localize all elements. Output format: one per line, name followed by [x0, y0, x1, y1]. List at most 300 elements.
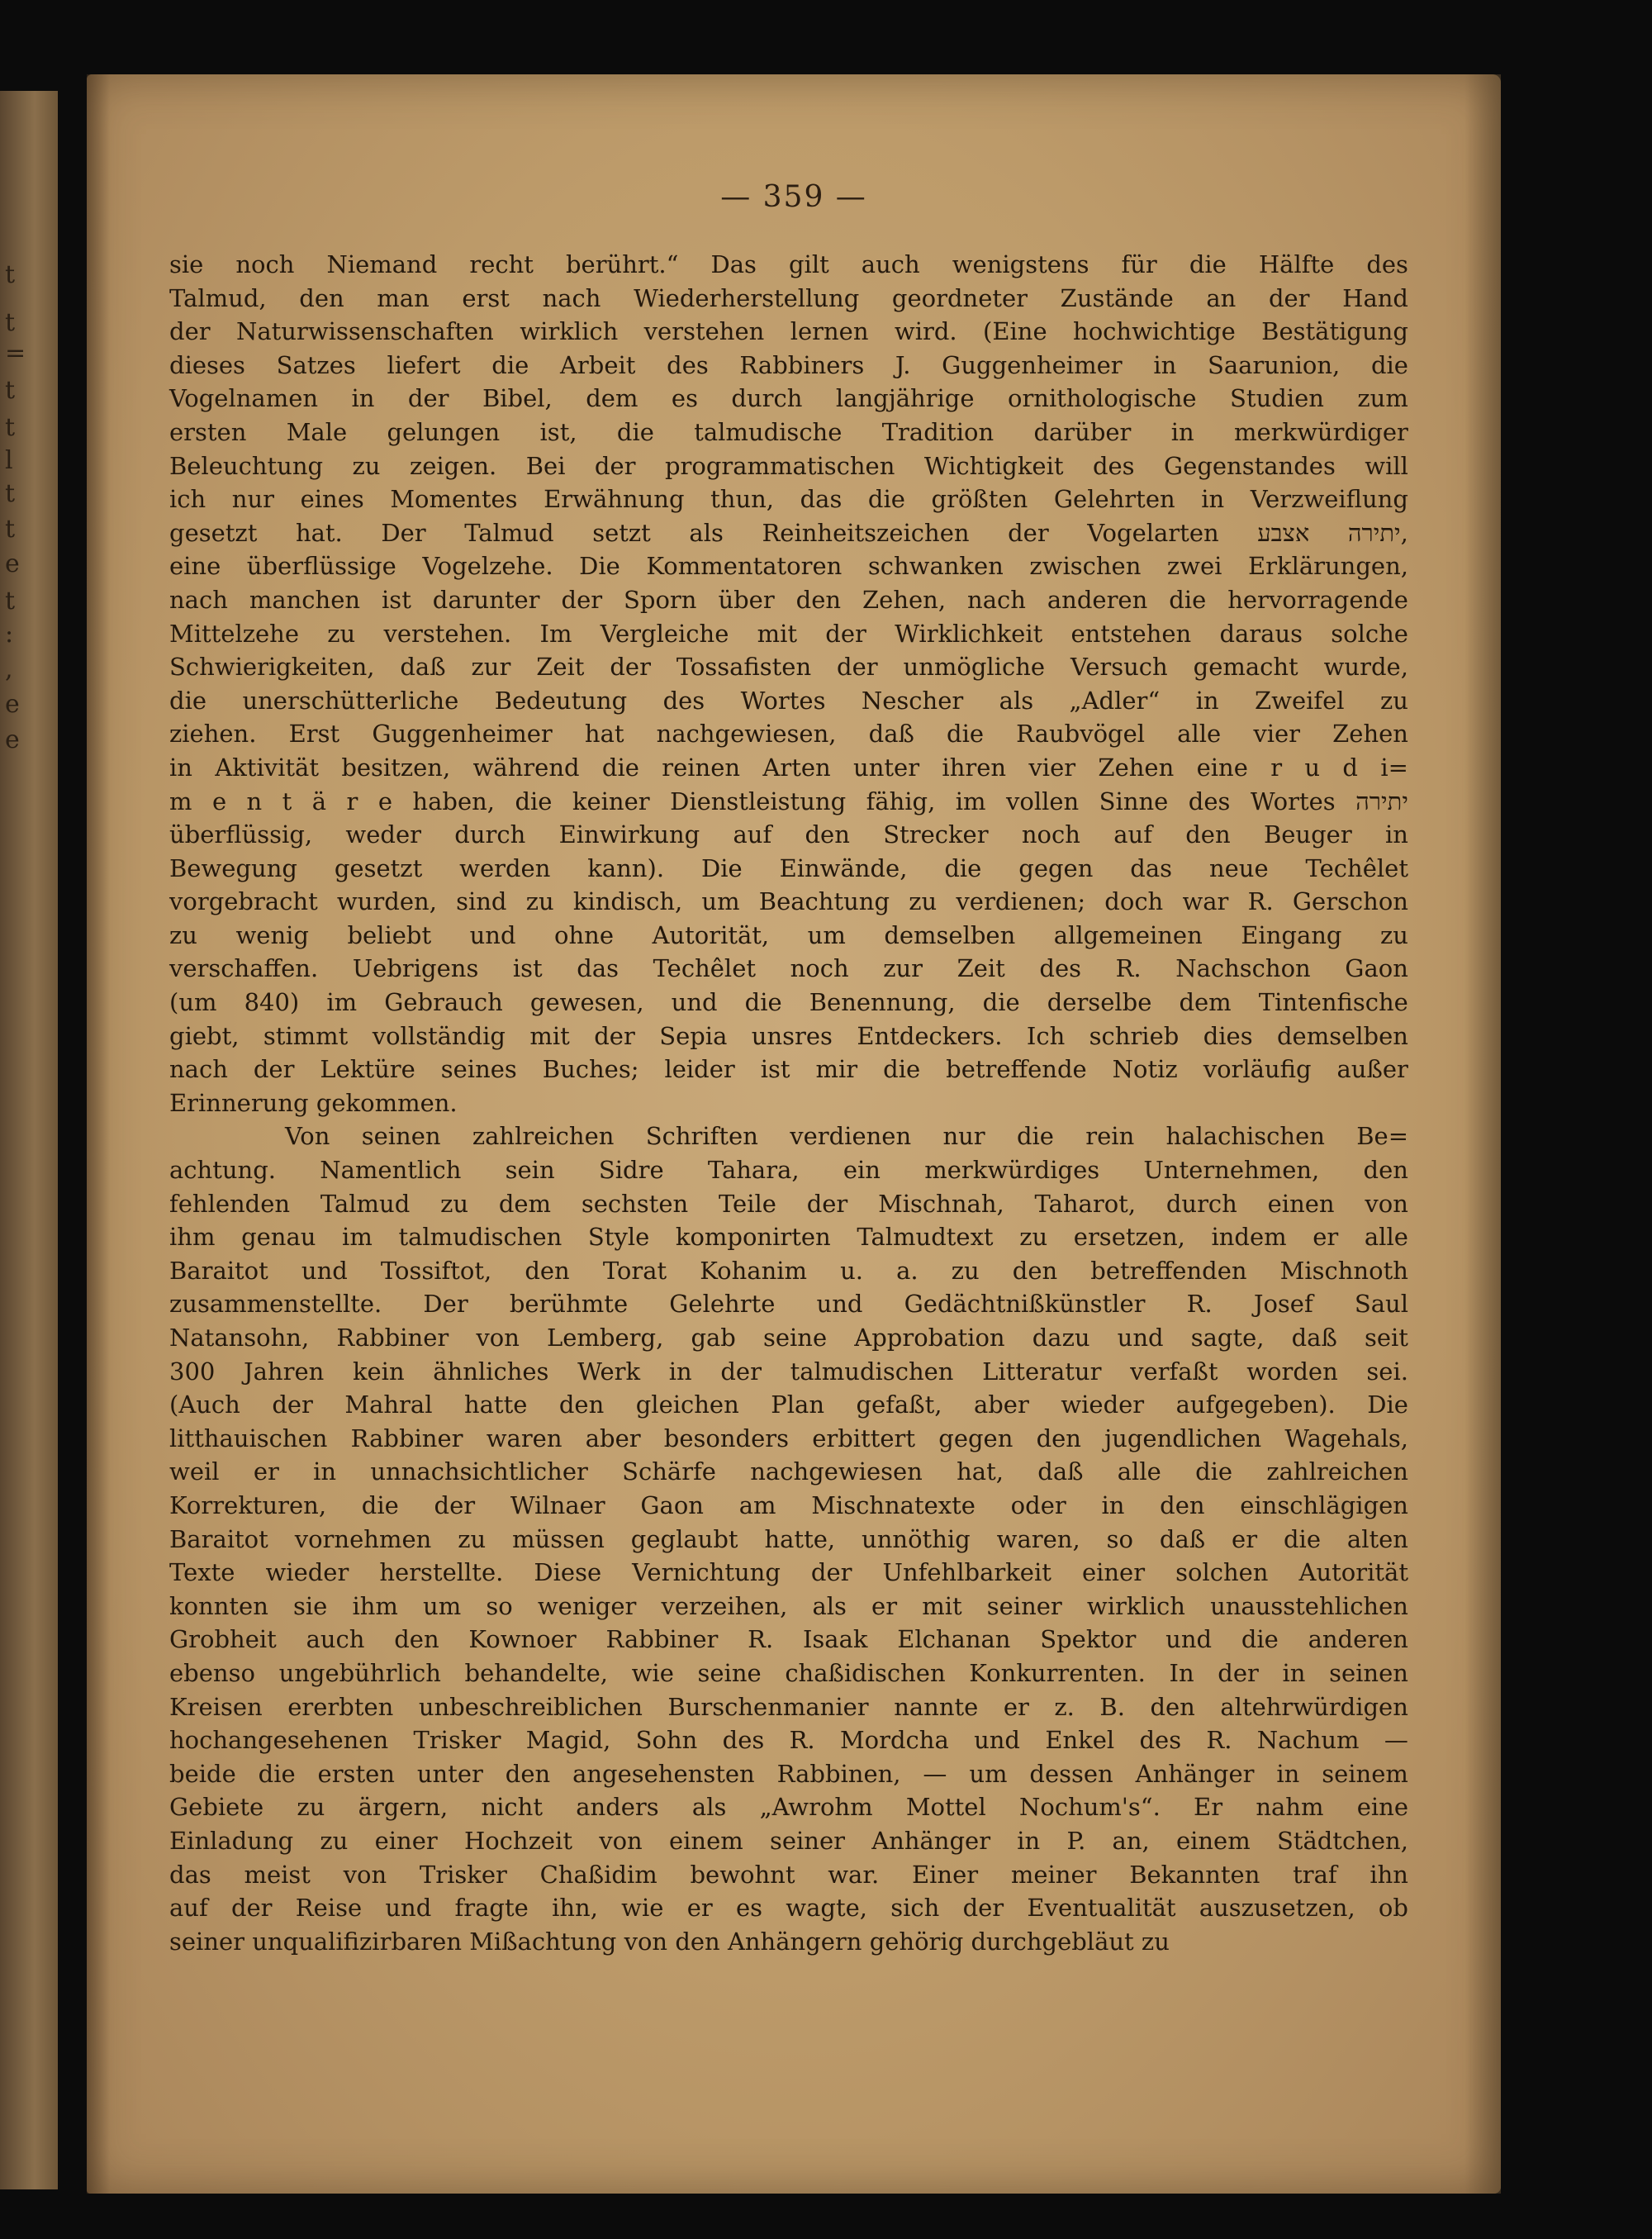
word: nannte	[894, 1692, 979, 1721]
word: talmudischen	[398, 1223, 563, 1252]
word: der	[720, 1357, 762, 1386]
word: zur	[471, 653, 511, 682]
word: Autorität	[1298, 1558, 1408, 1587]
margin-letter: e	[5, 725, 20, 754]
word: werden	[459, 853, 551, 882]
word: Be=	[1356, 1122, 1408, 1151]
word: den	[299, 283, 344, 312]
word: Vergleiche	[600, 619, 729, 648]
word: Saul	[1354, 1290, 1408, 1319]
word: merkwürdiges	[924, 1156, 1100, 1185]
text-line	[169, 818, 1408, 852]
word: Das	[710, 250, 757, 278]
word: eine	[1196, 753, 1248, 782]
word: „Awrohm	[759, 1793, 873, 1822]
word: Vogelarten	[1087, 518, 1219, 547]
word: unter	[416, 1759, 483, 1788]
word: Trisker	[419, 1860, 507, 1889]
word: nahm	[1256, 1793, 1324, 1822]
word: Schwierigkeiten,	[169, 653, 375, 682]
word: Grobheit	[169, 1625, 277, 1654]
word: Bekannten	[1129, 1860, 1260, 1889]
word: geordneter	[891, 283, 1028, 312]
text-line	[169, 1422, 1408, 1456]
word: Chaßidim	[539, 1860, 657, 1889]
word: wagte,	[786, 1894, 867, 1923]
text-line	[169, 1723, 1408, 1757]
word: sich	[890, 1894, 940, 1923]
word: Jahren	[244, 1357, 325, 1386]
word: der	[434, 1490, 476, 1519]
word: i=	[1380, 753, 1408, 782]
word: gekommen.	[316, 1088, 458, 1117]
word: den	[1036, 1424, 1081, 1452]
word: ebenso	[169, 1658, 255, 1687]
word: zu	[297, 1793, 325, 1822]
word: die	[1241, 1625, 1279, 1654]
word: liefert	[387, 350, 461, 379]
word: in	[1195, 686, 1219, 715]
word: Der	[381, 518, 426, 547]
page-number: — 359 —	[720, 180, 867, 214]
word: Konkurrenten.	[969, 1658, 1146, 1687]
word: wurde,	[1323, 653, 1408, 682]
word: er	[1003, 1692, 1029, 1721]
text-line	[169, 1690, 1408, 1724]
word: der	[169, 317, 211, 346]
word: am	[738, 1490, 776, 1519]
text-line	[169, 1925, 1408, 1959]
word: zu	[352, 451, 381, 480]
word: Buches;	[542, 1055, 639, 1084]
word: m	[169, 787, 192, 815]
word: auszusetzen,	[1199, 1894, 1355, 1923]
word: Zehen,	[862, 585, 947, 614]
text-line	[169, 986, 1408, 1020]
word: Sidre	[598, 1156, 664, 1185]
word: Wiederherstellung	[634, 283, 860, 312]
word: in	[313, 1457, 337, 1486]
word: Tradition	[881, 417, 995, 446]
word: und	[385, 1894, 432, 1923]
word: t	[282, 787, 292, 815]
word: unnöthig	[862, 1524, 971, 1553]
word: behandelte,	[464, 1658, 608, 1687]
text-line	[169, 952, 1408, 986]
text-line	[169, 1287, 1408, 1321]
word: das	[169, 1860, 211, 1889]
word: kein	[352, 1357, 405, 1386]
word: unbeschreiblichen	[418, 1692, 643, 1721]
word: gelungen	[387, 417, 501, 446]
text-line	[169, 1388, 1408, 1422]
word: Techêlet	[1305, 853, 1408, 882]
word: Male	[286, 417, 348, 446]
word: eines	[300, 485, 364, 514]
word: halachischen	[1165, 1122, 1325, 1151]
word: P.	[1066, 1826, 1086, 1855]
word: in	[1384, 820, 1408, 849]
word: sei.	[1366, 1357, 1408, 1386]
word: der	[962, 1894, 1004, 1923]
word: nicht	[481, 1793, 543, 1822]
word: Gelehrten	[1053, 485, 1175, 514]
word: auch	[306, 1625, 365, 1654]
word: auf	[169, 1894, 208, 1923]
word: verfaßt	[1130, 1357, 1218, 1386]
word: seine	[762, 1324, 828, 1352]
word: dem	[586, 384, 638, 413]
text-line	[169, 449, 1408, 483]
text-line	[169, 282, 1408, 316]
text-line	[169, 516, 1408, 550]
text-line	[169, 1120, 1408, 1153]
word: Korrekturen,	[169, 1490, 327, 1519]
word: Gebrauch	[384, 988, 503, 1017]
word: Wilnaer	[510, 1490, 605, 1519]
word: den	[558, 1390, 605, 1419]
word: im	[342, 1223, 373, 1252]
word: Strecker	[883, 820, 989, 849]
word: Von	[285, 1122, 330, 1151]
word: zu	[458, 1524, 487, 1553]
word: hat	[584, 720, 624, 749]
word: den	[1012, 1256, 1058, 1285]
word: alle	[1177, 720, 1222, 749]
word: Baraitot	[169, 1256, 268, 1285]
text-line	[169, 1086, 1408, 1120]
word: die	[1195, 1457, 1233, 1486]
word: die	[515, 787, 553, 815]
word: die	[169, 686, 207, 715]
word: zu	[1019, 1223, 1048, 1252]
word: Namentlich	[320, 1156, 462, 1185]
text-line	[169, 315, 1408, 349]
margin-letter: e	[5, 549, 20, 578]
word: —	[923, 1759, 947, 1788]
word: Litteratur	[982, 1357, 1102, 1386]
margin-letter: t	[5, 376, 16, 405]
word: die	[258, 1759, 296, 1788]
word: Anhänger	[1135, 1759, 1255, 1788]
word: Die	[1367, 1390, 1408, 1419]
word: Vogelnamen	[169, 384, 319, 413]
word: dessen	[1029, 1759, 1113, 1788]
word: dieses	[169, 350, 245, 379]
word: Erst	[288, 720, 340, 749]
margin-letter: t	[5, 260, 16, 289]
word: Rabbiner	[350, 1424, 463, 1452]
word: Aktivität	[215, 753, 319, 782]
word: man	[377, 283, 430, 312]
word: noch	[1021, 820, 1080, 849]
word: der	[230, 1894, 273, 1923]
word: der	[253, 1055, 295, 1084]
word: auf	[733, 820, 772, 849]
word: anderen	[1047, 585, 1148, 614]
word: reinen	[662, 753, 741, 782]
word: an,	[1112, 1826, 1150, 1855]
word: neue	[1208, 853, 1269, 882]
word: seines	[440, 1055, 517, 1084]
word: Taharot,	[1034, 1189, 1137, 1218]
word: Talmudtext	[857, 1223, 994, 1252]
word: um	[807, 920, 846, 949]
word: sechsten	[581, 1189, 689, 1218]
word: 840)	[244, 988, 300, 1017]
word: Bibel,	[482, 384, 553, 413]
word: R.	[748, 1625, 774, 1654]
word: verstehen	[643, 317, 765, 346]
word: zwei	[1166, 552, 1222, 581]
text-line	[169, 1891, 1408, 1925]
word: z.	[1054, 1692, 1075, 1721]
word: e	[377, 787, 392, 815]
text-line	[169, 1790, 1408, 1824]
word: hervorragende	[1227, 585, 1408, 614]
word: seiner	[769, 1826, 845, 1855]
word: seiner	[986, 1591, 1062, 1620]
word: ähnliches	[433, 1357, 549, 1386]
word: Schriften	[645, 1122, 758, 1151]
text-line	[169, 1824, 1408, 1858]
word: eine	[169, 552, 221, 581]
word: hochangesehenen	[169, 1726, 389, 1755]
word: außer	[1336, 1055, 1408, 1084]
word: genau	[241, 1223, 316, 1252]
word: achtung.	[169, 1156, 276, 1185]
word: er	[871, 1591, 898, 1620]
margin-letter: t	[5, 587, 16, 616]
word: Style	[587, 1223, 650, 1252]
word: recht	[469, 250, 534, 278]
word: den	[675, 1927, 728, 1956]
word: Anhänger	[871, 1826, 991, 1855]
word: Reise	[295, 1894, 363, 1923]
word: R.	[1247, 887, 1274, 916]
word: gewesen,	[529, 988, 644, 1017]
word: wirklich	[520, 317, 619, 346]
word: und	[469, 920, 516, 949]
text-line	[169, 1321, 1408, 1355]
word: e	[211, 787, 227, 815]
page-edge-shadow	[1464, 74, 1501, 2194]
word: der	[594, 1021, 635, 1050]
word: R.	[789, 1726, 815, 1755]
word: Mißachtung	[469, 1927, 624, 1956]
word: dem	[1179, 988, 1232, 1017]
word: noch	[790, 954, 849, 983]
word: ungebührlich	[278, 1658, 441, 1687]
text-line	[169, 416, 1408, 449]
word: sie	[169, 250, 204, 278]
text-line	[169, 1187, 1408, 1221]
word: mit	[529, 1021, 570, 1050]
word: hatte	[463, 1390, 528, 1419]
word: Mordcha	[839, 1726, 949, 1755]
word: und	[301, 1256, 348, 1285]
word: Nescher	[861, 686, 964, 715]
word: der	[1218, 1658, 1259, 1687]
word: Gebiete	[169, 1793, 264, 1822]
word: darüber	[1033, 417, 1132, 446]
word: programmatischen	[664, 451, 895, 480]
word: er	[253, 1457, 279, 1486]
word: merkwürdiger	[1234, 417, 1408, 446]
word: lernen	[790, 317, 869, 346]
word: Studien	[1230, 384, 1324, 413]
word: in	[1170, 417, 1194, 446]
word: konnten	[169, 1591, 268, 1620]
word: verstehen.	[383, 619, 512, 648]
word: nach	[169, 1055, 228, 1084]
word: ihm	[352, 1591, 398, 1620]
text-line	[169, 717, 1408, 751]
word: Mahral	[344, 1390, 433, 1419]
word: seiner	[169, 1927, 253, 1956]
word: Entdeckers.	[857, 1021, 1003, 1050]
word: thun,	[710, 485, 775, 514]
word: um	[423, 1591, 462, 1620]
word: Mischnoth	[1279, 1256, 1408, 1285]
word: die	[1283, 1524, 1321, 1553]
word: Raubvögel	[1016, 720, 1146, 749]
word: Erinnerung	[169, 1088, 316, 1117]
word: stimmt	[263, 1021, 349, 1050]
word: zu	[525, 887, 554, 916]
word: um	[969, 1759, 1008, 1788]
word: sie	[293, 1591, 328, 1620]
word: r	[1270, 753, 1283, 782]
word: Spektor	[1040, 1625, 1137, 1654]
word: Mischnah,	[878, 1189, 1004, 1218]
word: weniger	[537, 1591, 637, 1620]
word: Zehen	[1332, 720, 1408, 749]
word: zeigen.	[409, 451, 497, 480]
word: so	[1106, 1524, 1133, 1553]
word: Eingang	[1241, 920, 1342, 949]
word: hat,	[957, 1457, 1004, 1486]
word: unausstehlichen	[1210, 1591, 1408, 1620]
word: Kreisen	[169, 1692, 263, 1721]
word: Talmud	[320, 1189, 411, 1218]
word: alle	[1364, 1223, 1408, 1252]
word: ob	[1378, 1894, 1408, 1923]
word: Erwähnung	[544, 485, 685, 514]
word: des	[1188, 787, 1231, 815]
word: geglaubt	[630, 1524, 738, 1553]
word: Teile	[718, 1189, 776, 1218]
word: ihm	[169, 1223, 216, 1252]
word: zu	[1380, 686, 1408, 715]
margin-letter: t	[5, 308, 16, 337]
word: Enkel	[1045, 1726, 1115, 1755]
word: ein	[843, 1156, 881, 1185]
word: fehlenden	[169, 1189, 291, 1218]
word: Mittelzehe	[169, 619, 299, 648]
word: zu	[1141, 1927, 1170, 1956]
word: R.	[1206, 1726, 1232, 1755]
word: die	[1016, 1122, 1054, 1151]
word: von	[624, 1927, 676, 1956]
word: wie	[631, 1658, 674, 1687]
word: Nochum's“.	[1018, 1793, 1161, 1822]
word: zusammenstellte.	[169, 1290, 382, 1319]
word: schrieb	[1089, 1021, 1180, 1050]
word: nach	[542, 283, 601, 312]
word: sagte,	[1190, 1324, 1265, 1352]
word: demselben	[884, 920, 1016, 949]
word: es	[671, 384, 698, 413]
word: aber	[973, 1390, 1029, 1419]
word: zu	[320, 1826, 349, 1855]
word: In	[1169, 1658, 1194, 1687]
word: zu	[440, 1189, 469, 1218]
word: gab	[691, 1324, 736, 1352]
word: fragte	[454, 1894, 529, 1923]
word: der	[810, 1558, 852, 1587]
word: R.	[1186, 1290, 1213, 1319]
word: daß	[1037, 1457, 1084, 1486]
word: in	[1276, 1759, 1300, 1788]
word: seinem	[1322, 1759, 1408, 1788]
word: die	[867, 485, 905, 514]
word: noch	[235, 250, 295, 278]
word: meiner	[1010, 1860, 1097, 1889]
text-line	[169, 885, 1408, 919]
word: gefaßt,	[856, 1390, 942, 1419]
word: er	[686, 1894, 713, 1923]
text-line	[169, 349, 1408, 383]
word: unerschütterliche	[242, 686, 459, 715]
word: sind	[456, 887, 507, 916]
word: Hand	[1342, 283, 1408, 312]
word: der	[272, 1390, 313, 1419]
word: unsres	[751, 1021, 833, 1050]
word: so	[486, 1591, 513, 1620]
word: Sepia	[659, 1021, 728, 1050]
word: berühmte	[509, 1290, 629, 1319]
word: hochwichtige	[1073, 317, 1236, 346]
word: mit	[757, 619, 798, 648]
word: ziehen.	[169, 720, 257, 749]
word: Approbation	[854, 1324, 1005, 1352]
word: Kownoer	[468, 1625, 577, 1654]
word: einen	[1267, 1189, 1335, 1218]
text-line	[169, 1657, 1408, 1690]
word: er	[1313, 1223, 1339, 1252]
word: und	[974, 1726, 1020, 1755]
word: Burschenmanier	[667, 1692, 869, 1721]
word: mit	[922, 1591, 962, 1620]
text-line	[169, 785, 1408, 819]
word: Wortes	[1250, 787, 1336, 815]
text-line	[169, 1153, 1408, 1187]
word: Gaon	[640, 1490, 704, 1519]
word: vornehmen	[294, 1524, 432, 1553]
word: angesehensten	[572, 1759, 755, 1788]
word: Eventualität	[1027, 1894, 1176, 1923]
text-line	[169, 1489, 1408, 1523]
word: Gelehrte	[669, 1290, 776, 1319]
word: nur	[942, 1122, 985, 1151]
word: chaßidischen	[785, 1658, 946, 1687]
word: daß	[400, 653, 446, 682]
word: rein	[1085, 1122, 1135, 1151]
word: gleichen	[635, 1390, 739, 1419]
word: den	[795, 585, 842, 614]
text-line	[169, 248, 1408, 282]
